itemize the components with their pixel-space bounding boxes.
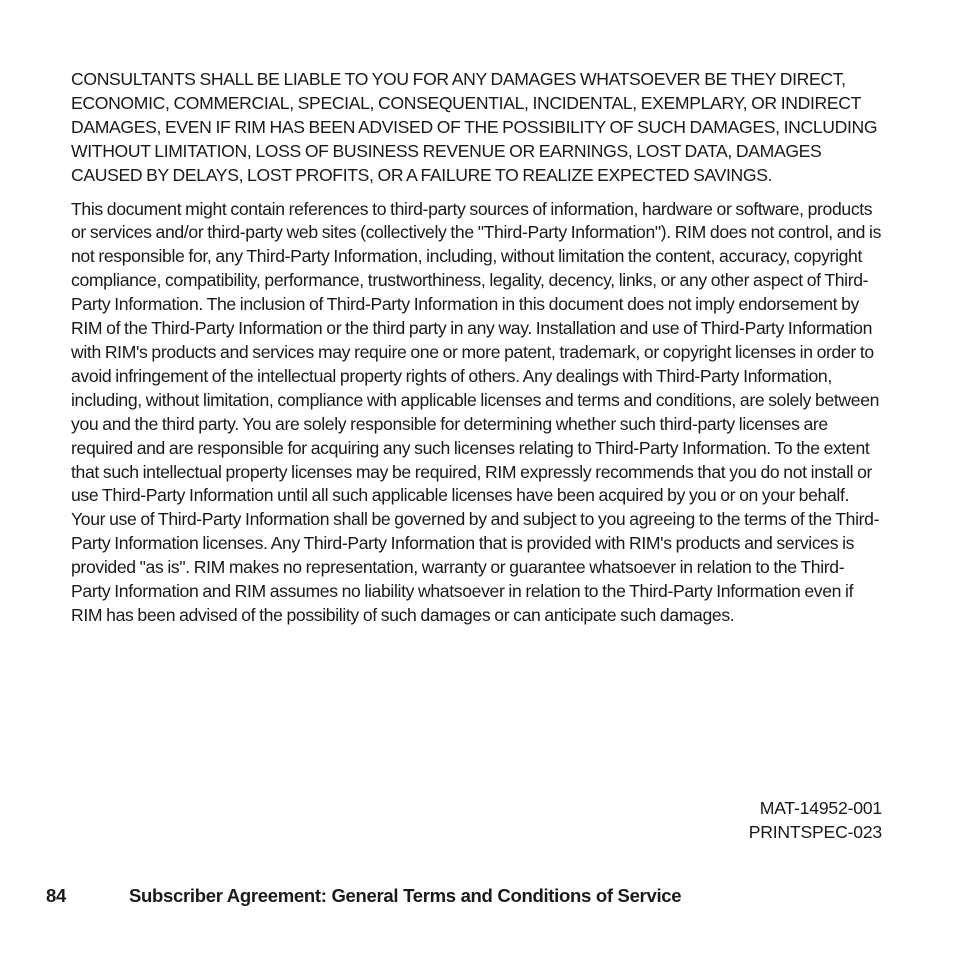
document-codes bbox=[749, 796, 882, 844]
third-party-paragraph: This document might contain references to third-party sources of information, hardware or software, products or services and/or third-party web sites (collectively the "Third-Party Information"). RIM does not control, and is not responsible for, any Third-Party Information, including, without limitation the content, accuracy, copyright compliance, compatibility, performance, trustworthiness, legality, decency, links, or any other aspect of Third-Party Information. The inclusion of Third-Party Information in this document does not imply endorsement by RIM of the Third-Party Information or the third party in any way. Installation and use of Third-Party Information with RIM's products and services may require one or more patent, trademark, or copyright licenses in order to avoid infringement of the intellectual property rights of others. Any dealings with Third-Party Information, including, without limitation, compliance with applicable licenses and terms and conditions, are solely between you and the third party. You are solely responsible for determining whether such third-party licenses are required and are responsible for acquiring any such licenses relating to Third-Party Information. To the extent that such intellectual property licenses may be required, RIM expressly recommends that you do not install or use Third-Party Information until all such applicable licenses have been acquired by you or on your behalf. Your use of Third-Party Information shall be governed by and subject to you agreeing to the terms of the Third-Party Information licenses. Any Third-Party Information that is provided with RIM's products and services is provided "as is". RIM makes no representation, warranty or guarantee whatsoever in relation to the Third-Party Information and RIM assumes no liability whatsoever in relation to the Third-Party Information even if RIM has been advised of the possibility of such damages or can anticipate such damages. bbox=[71, 198, 882, 625]
material-code: MAT-14952-001 bbox=[759, 798, 882, 818]
page-number: 84 bbox=[46, 885, 66, 906]
document-body bbox=[71, 68, 883, 628]
page-footer bbox=[46, 885, 681, 907]
section-title: Subscriber Agreement: General Terms and Conditions of Service bbox=[129, 885, 682, 906]
liability-paragraph: CONSULTANTS SHALL BE LIABLE TO YOU FOR ANY DAMAGES WHATSOEVER BE THEY DIRECT, ECONOMIC, COMMERCIAL, SPECIAL, CONSEQUENTIAL, INCIDENTAL, EXEMPLARY, OR INDIRECT DAMAGES, EVEN IF RIM HAS BEEN ADVISED OF THE POSSIBILITY OF SUCH DAMAGES, INCLUDING WITHOUT LIMITATION, LOSS OF BUSINESS REVENUE OR EARNINGS, LOST DATA, DAMAGES CAUSED BY DELAYS, LOST PROFITS, OR A FAILURE TO REALIZE EXPECTED SAVINGS. bbox=[71, 69, 878, 185]
printspec-code: PRINTSPEC-023 bbox=[748, 822, 882, 842]
